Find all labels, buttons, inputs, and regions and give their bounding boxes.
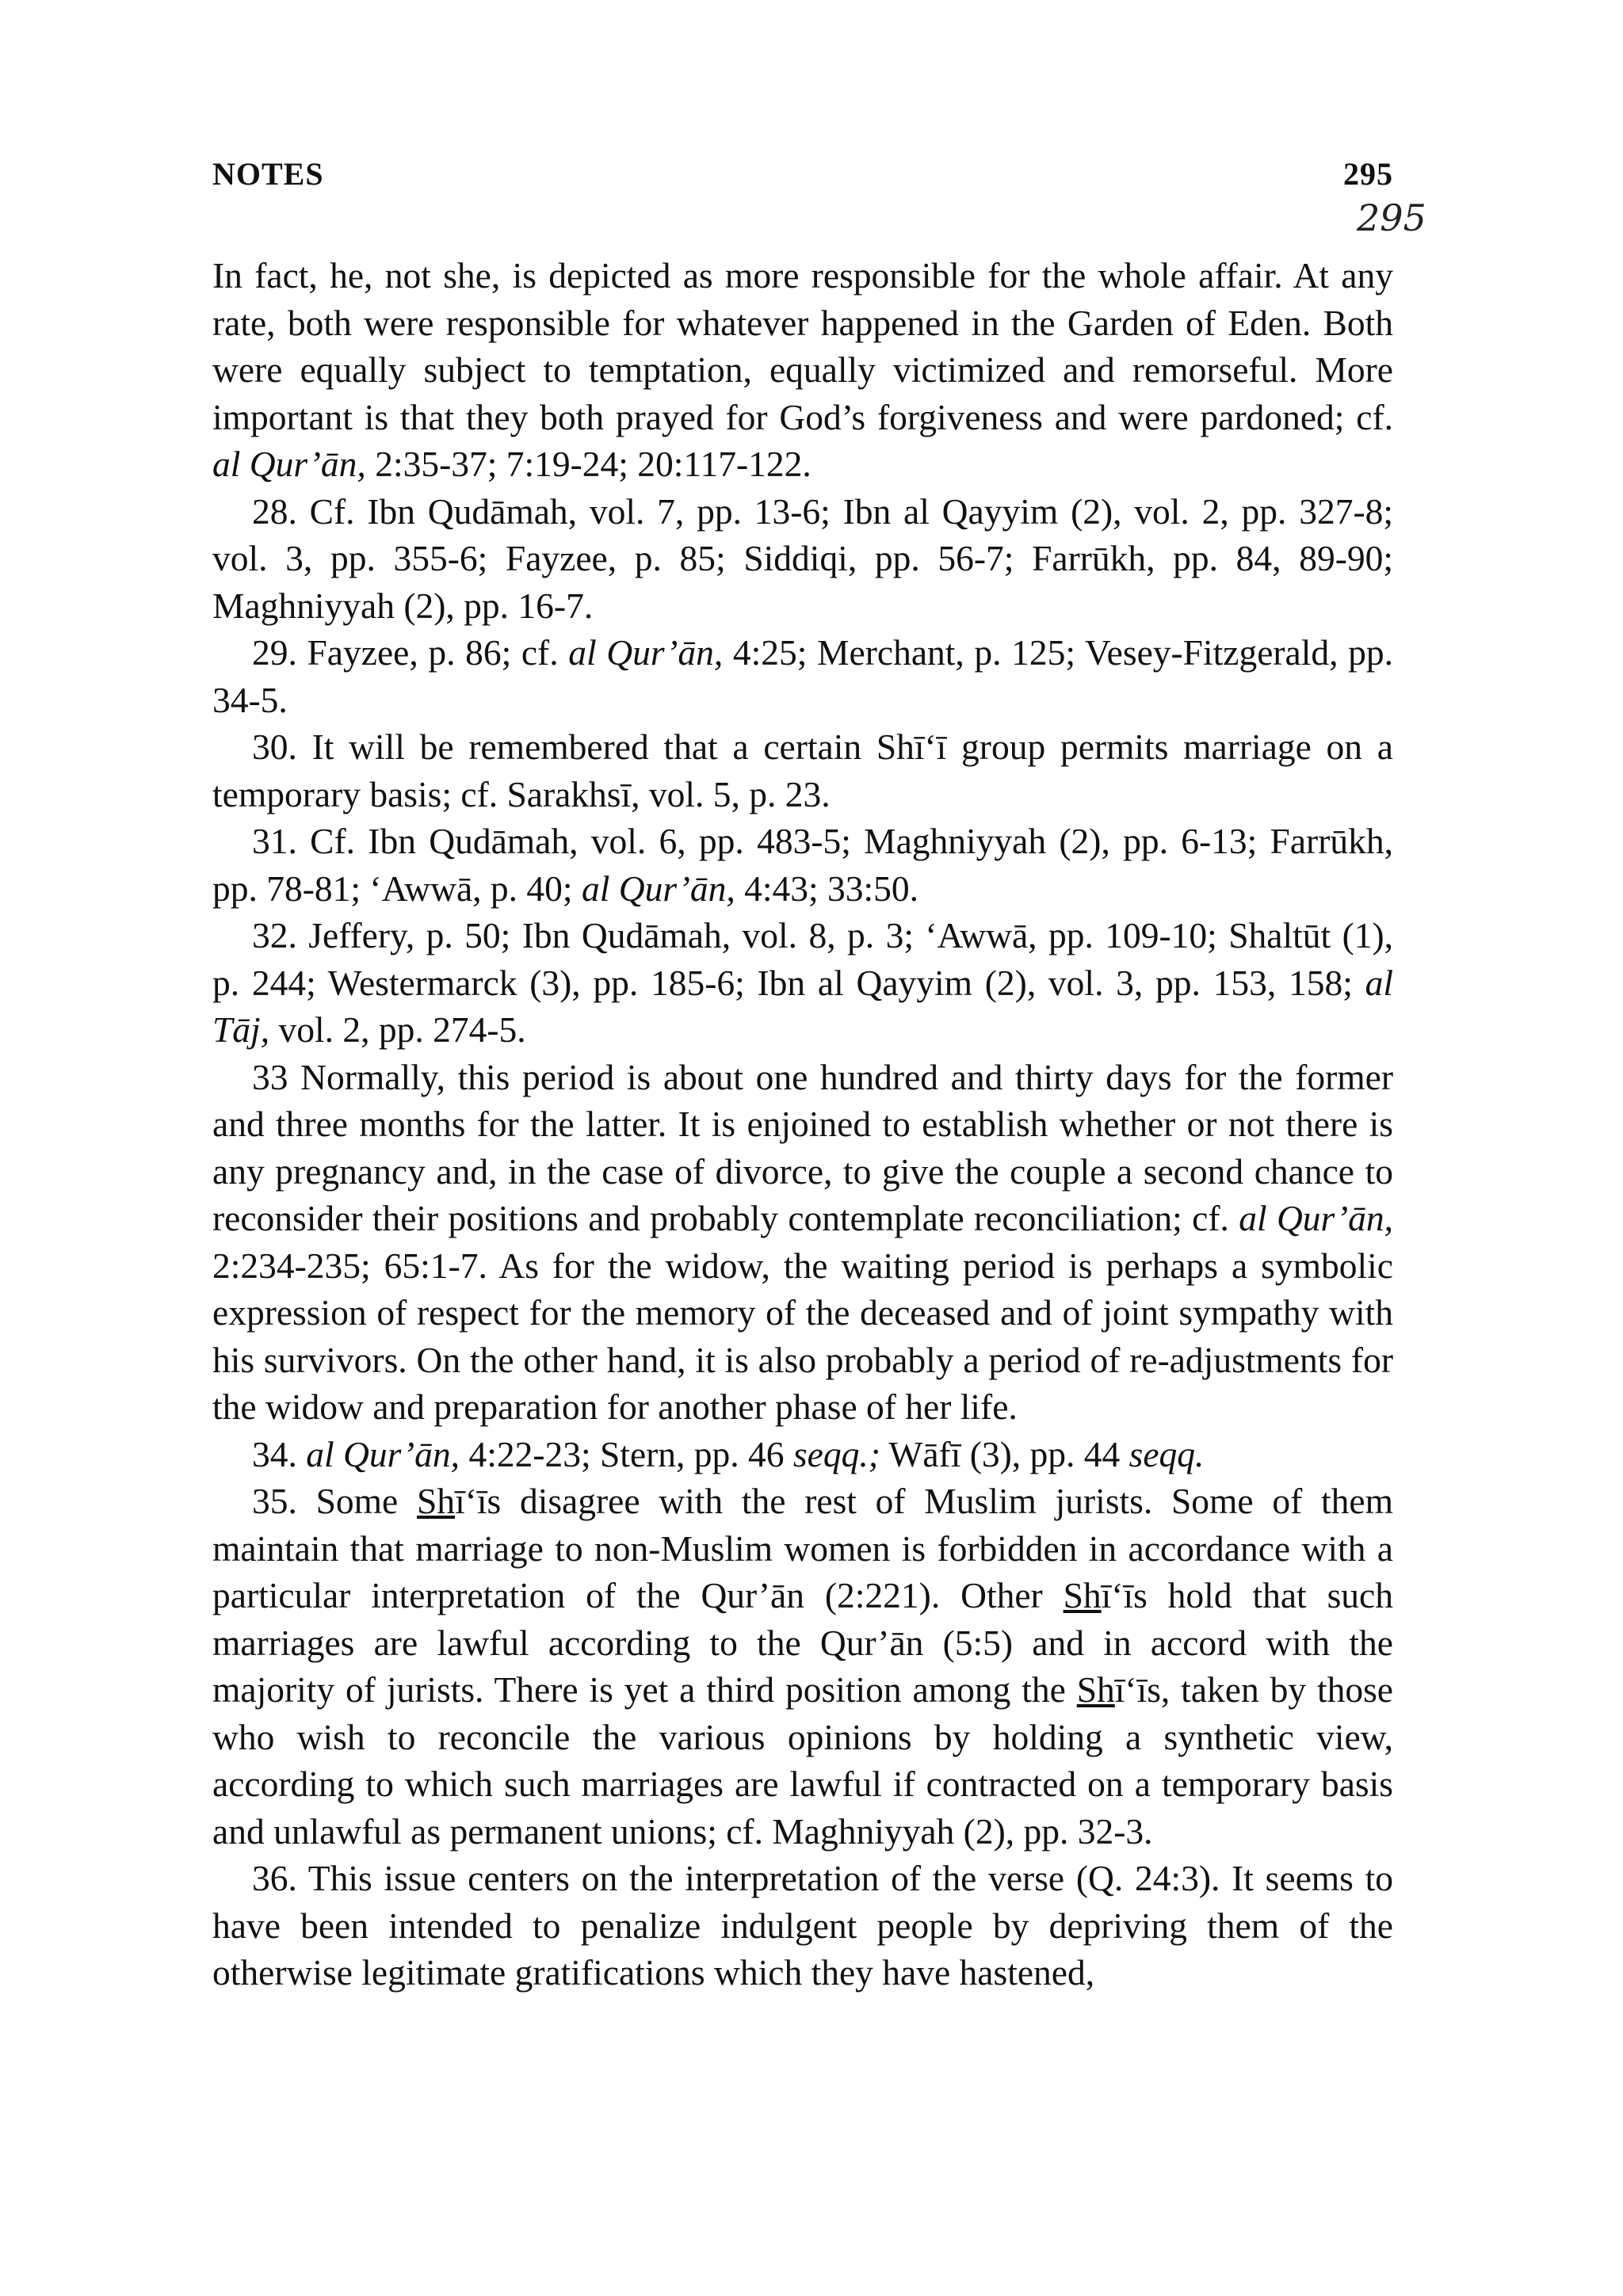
text-run: 36. This issue centers on the interpretation of the verse (Q. 24:3). It seems to have been intended to penalize indulgent people by depriving them of the otherwise legitimate gratifications which they have hastened,: [212, 1858, 1393, 1993]
text-run: 2:35-37; 7:19-24; 20:117-122.: [365, 444, 812, 484]
text-run: Wāfī (3), pp. 44: [880, 1433, 1129, 1474]
note-34: [212, 1431, 1393, 1478]
note-31: [212, 818, 1393, 912]
text-run: 35. Some: [252, 1481, 417, 1521]
note-continuation: [212, 252, 1393, 488]
handwritten-page-number: 295: [1357, 196, 1426, 239]
underlined-run: Sh: [1076, 1669, 1115, 1710]
italic-run: al Qur’ān,: [212, 444, 366, 484]
note-30: [212, 723, 1393, 818]
text-run: 29. Fayzee, p. 86; cf.: [252, 632, 569, 673]
text-run: ī‘īs disagree with the rest of Muslim jurists. Some of them maintain that marriage to non-Muslim women is forbidden in accordance with a particular interpretation of the Qur’ān (2:221). Other: [212, 1481, 1393, 1615]
note-28: [212, 488, 1393, 630]
text-run: 31. Cf. Ibn Qudāmah, vol. 6, pp. 483-5; Maghniyyah (2), pp. 6-13; Farrūkh, pp. 78-81; ‘Awwā, p. 40;: [212, 821, 1393, 909]
text-run: 30. It will be remembered that a certain Shī‘ī group permits marriage on a temporary basis; cf. Sarakhsī, vol. 5, p. 23.: [212, 727, 1393, 814]
note-33: [212, 1054, 1393, 1431]
text-run: ī‘īs, taken by those who wish to reconcile the various opinions by holding a synthetic view, according to which such marriages are lawful if contracted on a temporary basis and unlawful as permanent unions; cf. Maghniyyah (2), pp. 32-3.: [212, 1669, 1394, 1852]
italic-run: al Qur’ān,: [1239, 1198, 1393, 1238]
running-head-title: NOTES: [212, 156, 324, 192]
running-head: [212, 155, 1393, 193]
text-run: 2:234-235; 65:1-7. As for the widow, the waiting period is perhaps a symbolic expression of respect for the memory of the deceased and of joint sympathy with his survivors. On the other hand, it is also probably a period of re-adjustments for the widow and preparation for another phase of her life.: [212, 1245, 1393, 1427]
underlined-run: Sh: [1063, 1575, 1102, 1615]
italic-run: al Tāj,: [212, 962, 1393, 1050]
text-run: 34.: [252, 1433, 307, 1474]
underlined-run: Sh: [417, 1481, 456, 1521]
text-run: 32. Jeffery, p. 50; Ibn Qudāmah, vol. 8, p. 3; ‘Awwā, pp. 109-10; Shaltūt (1), p. 244; Westermarck (3), pp. 185-6; Ibn al Qayyim (2), vol. 3, pp. 153, 158;: [212, 915, 1393, 1003]
note-32: [212, 912, 1393, 1054]
text-run: ī‘īs hold that such marriages are lawful according to the Qur’ān (5:5) and in accord with the majority of jurists. There is yet a third position among the: [212, 1575, 1393, 1710]
text-run: 28. Cf. Ibn Qudāmah, vol. 7, pp. 13-6; Ibn al Qayyim (2), vol. 2, pp. 327-8; vol. 3, pp. 355-6; Fayzee, p. 85; Siddiqi, pp. 56-7; Farrūkh, pp. 84, 89-90; Maghniyyah (2), pp. 16-7.: [212, 490, 1393, 626]
italic-run: al Qur’ān,: [306, 1433, 460, 1474]
italic-run: al Qur’ān,: [581, 868, 735, 909]
text-run: 4:22-23; Stern, pp. 46: [460, 1433, 793, 1474]
text-run: 4:25; Merchant, p. 125; Vesey-Fitzgerald, pp. 34-5.: [212, 632, 1394, 720]
note-35: [212, 1478, 1393, 1855]
italic-run: al Qur’ān,: [568, 632, 724, 673]
text-run: 4:43; 33:50.: [735, 868, 919, 909]
text-run: In fact, he, not she, is depicted as more responsible for the whole affair. At any rate, both were responsible for whatever happened in the Garden of Eden. Both were equally subject to temptation, equally victimized and remorseful. More important is that they both prayed for God’s forgiveness and were pardoned; cf.: [212, 255, 1393, 437]
italic-run: seqq.;: [792, 1433, 880, 1474]
printed-page-number: 295: [1343, 156, 1393, 192]
italic-run: seqq.: [1128, 1433, 1205, 1474]
note-29: [212, 629, 1393, 723]
text-run: 33 Normally, this period is about one hundred and thirty days for the former and three months for the latter. It is enjoined to establish whether or not there is any pregnancy and, in the case of divorce, to give the couple a second chance to reconsider their positions and probably contemplate reconciliation; cf.: [212, 1056, 1393, 1238]
text-run: vol. 2, pp. 274-5.: [269, 1009, 526, 1050]
notes-body: [212, 252, 1393, 1997]
note-36: [212, 1855, 1393, 1997]
